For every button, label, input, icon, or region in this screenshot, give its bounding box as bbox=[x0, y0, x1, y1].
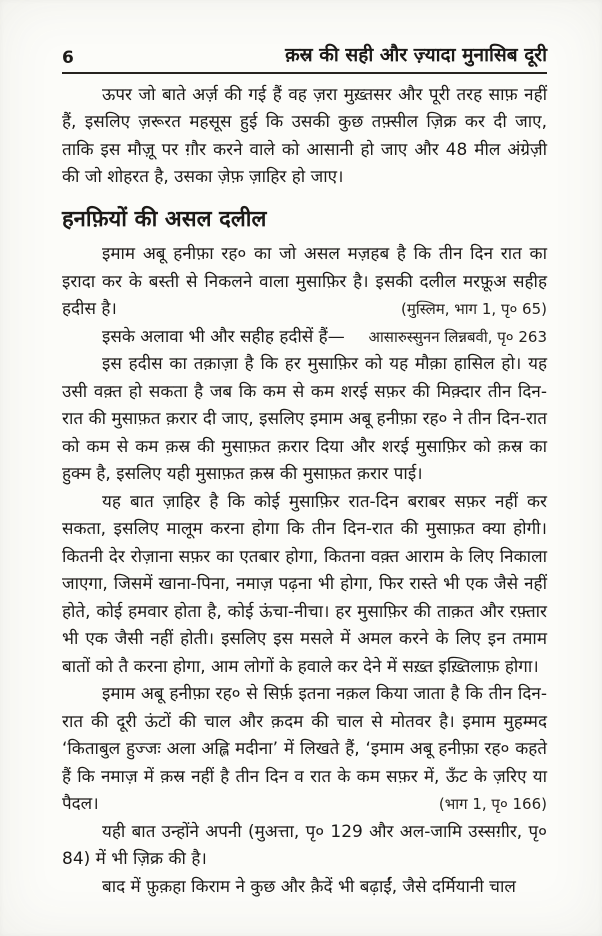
paragraph-text: इस हदीस का तक़ाज़ा है कि हर मुसाफ़िर को यह मौक़ा हासिल हो। यह उसी वक़्त हो सकता है जब कि कम से कम शरई सफ़र की मिक़्दार तीन दिन-रात की मुसाफ़त क़रार दी जाए, इसलिए इमाम अबू हनीफ़ा रह० ने तीन दिन-रात को कम से कम क़स्र की मुसाफ़त क़रार दिया और शरई मुसाफ़िर को क़स्र का हुक्म है, इसलिए यही मुसाफ़त क़स्र की मुसाफ़त क़रार पाई। bbox=[62, 354, 547, 485]
paragraph-text: इसके अलावा भी और सहीह हदीसें हैं— bbox=[102, 326, 345, 347]
section-heading: हनफ़ियों की असल दलील bbox=[62, 206, 267, 232]
paragraph-text: यह बात ज़ाहिर है कि कोई मुसाफ़िर रात-दिन बराबर सफ़र नहीं कर सकता, इसलिए मालूम करना होगा कि तीन दिन-रात की मुसाफ़त क्या होगी। कितनी देर रोज़ाना सफ़र का एतबार होगा, कितना वक़्त आराम के लिए निकाला जाएगा, जिसमें खाना-पिना, नमाज़ पढ़ना भी होगा, फिर रास्ते भी एक जैसे नहीं होते, कोई हमवार होता है, कोई ऊंचा-नीचा। हर मुसाफ़िर की ताक़त और रफ़्तार भी एक जैसी नहीं होती। इसलिए इस मसले में अमल करने के लिए इन तमाम बातों को तै करना होगा, आम लोगों के हवाले कर देने में सख़्त इख़्तिलाफ़ होगा। bbox=[62, 491, 547, 677]
paragraph bbox=[62, 82, 547, 192]
page-header bbox=[62, 44, 547, 74]
paragraph-text: बाद में फ़ुक़हा किराम ने कुछ और क़ैदें भी बढ़ाईं, जैसे दर्मियानी चाल bbox=[102, 876, 516, 897]
paragraph bbox=[62, 681, 547, 819]
reference-citation: (मुस्लिम, भाग 1, पृ० 65) bbox=[401, 300, 547, 319]
reference-citation: आसारुस्सुनन लिन्नबवी, पृ० 263 bbox=[368, 327, 547, 346]
paragraph bbox=[62, 819, 547, 874]
page-body bbox=[62, 82, 547, 902]
page-number: 6 bbox=[62, 47, 74, 68]
paragraph bbox=[62, 324, 547, 352]
paragraph bbox=[62, 874, 547, 902]
paragraph bbox=[62, 241, 547, 324]
paragraph-text: इमाम अबू हनीफ़ा रह० का जो असल मज़हब है कि तीन दिन रात का इरादा कर के बस्ती से निकलने वाला मुसाफ़िर है। इसकी दलील मरफ़ूअ सहीह हदीस है। bbox=[62, 244, 547, 320]
paragraph bbox=[62, 351, 547, 489]
paragraph bbox=[62, 489, 547, 682]
paragraph-text: ऊपर जो बाते अर्ज़ की गई हैं वह ज़रा मुख़्तसर और पूरी तरह साफ़ नहीं हैं, इसलिए ज़रूरत महसूस हुई कि उसकी कुछ तफ़्सील ज़िक्र कर दी जाए, ताकि इस मौज़ू पर ग़ौर करने वाले को आसानी हो जाए और 48 मील अंग्रेज़ी की जो शोहरत है, उसका ज़ेफ़ ज़ाहिर हो जाए। bbox=[62, 84, 547, 188]
reference-citation: (भाग 1, पृ० 166) bbox=[438, 795, 547, 814]
paragraph-text: इमाम अबू हनीफ़ा रह० से सिर्फ़ इतना नक़ल किया जाता है कि तीन दिन-रात की दूरी ऊंटों की चाल और क़दम की चाल से मोतवर है। इमाम मुहम्मद ‘किताबुल हुज्जः अला अह्लि मदीना’ में लिखते हैं, ‘इमाम अबू हनीफ़ा रह० कहते हैं कि नमाज़ में क़स्र नहीं है तीन दिन व रात के कम सफ़र में, ऊँट के ज़रिए या पैदल। bbox=[62, 684, 547, 815]
paragraph-text: यही बात उन्होंने अपनी (मुअत्ता, पृ० 129 और अल-जामि उस्सग़ीर, पृ० 84) में भी ज़िक्र की है। bbox=[62, 821, 547, 870]
page-title: क़स्र की सही और ज़्यादा मुनासिब दूरी bbox=[285, 44, 547, 66]
